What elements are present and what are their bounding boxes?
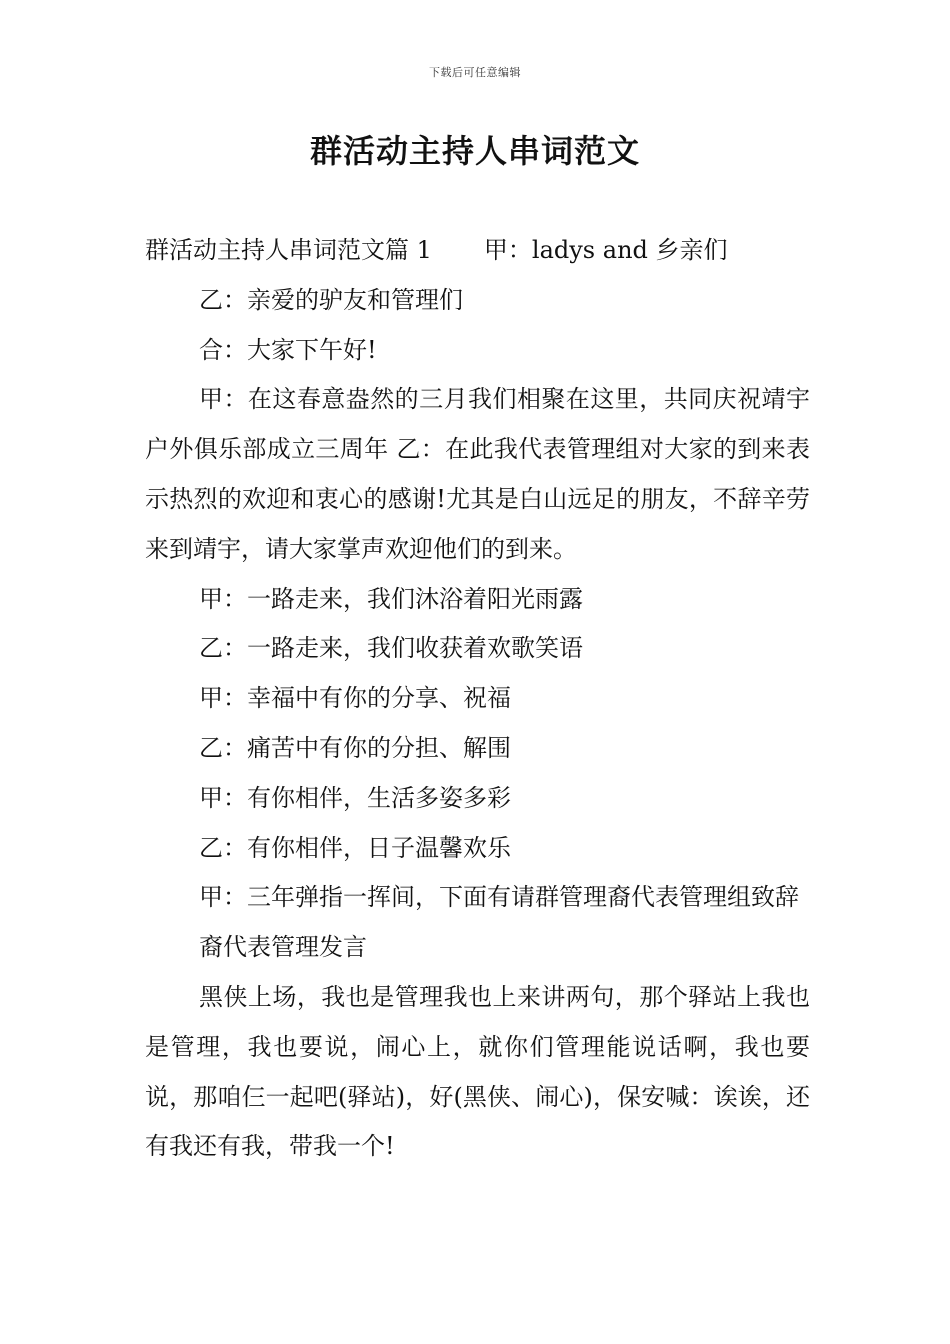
paragraph: 乙：有你相伴，日子温馨欢乐 [199,833,511,862]
paragraph: 甲：幸福中有你的分享、祝福 [199,684,511,713]
paragraph: 裔代表管理发言 [199,933,367,962]
header-note: 下载后可任意编辑 [429,66,521,79]
section-heading: 群活动主持人串词范文篇 1 [145,236,432,264]
paragraph: 乙：痛苦中有你的分担、解围 [199,733,511,762]
paragraph: 黑侠上场，我也是管理我也上来讲两句，那个驿站上我也是管理，我也要说，闹心上，就你们管理能说话啊，我也要说，那咱仨一起吧(驿站)，好(黑侠、闹心)，保安喊：诶诶，还有我还有我，带我一个! [145,982,810,1161]
paragraph-first-line [145,226,810,276]
dialogue-line: 甲：ladys and 乡亲们 [483,236,728,264]
paragraph: 甲：一路走来，我们沐浴着阳光雨露 [199,584,583,613]
paragraph: 乙：一路走来，我们收获着欢歌笑语 [199,634,583,663]
document-body [145,226,810,1172]
paragraph: 合：大家下午好! [199,335,377,364]
paragraph: 甲：有你相伴，生活多姿多彩 [199,783,511,812]
document-title: 群活动主持人串词范文 [309,132,640,170]
paragraph: 乙：亲爱的驴友和管理们 [199,285,463,314]
paragraph: 甲：在这春意盎然的三月我们相聚在这里，共同庆祝靖宇户外俱乐部成立三周年 乙：在此我代表管理组对大家的到来表示热烈的欢迎和衷心的感谢!尤其是白山远足的朋友，不辞辛劳来到靖宇，请大家掌声欢迎他们的到来。 [145,385,810,563]
paragraph: 甲：三年弹指一挥间，下面有请群管理裔代表管理组致辞 [199,883,799,912]
